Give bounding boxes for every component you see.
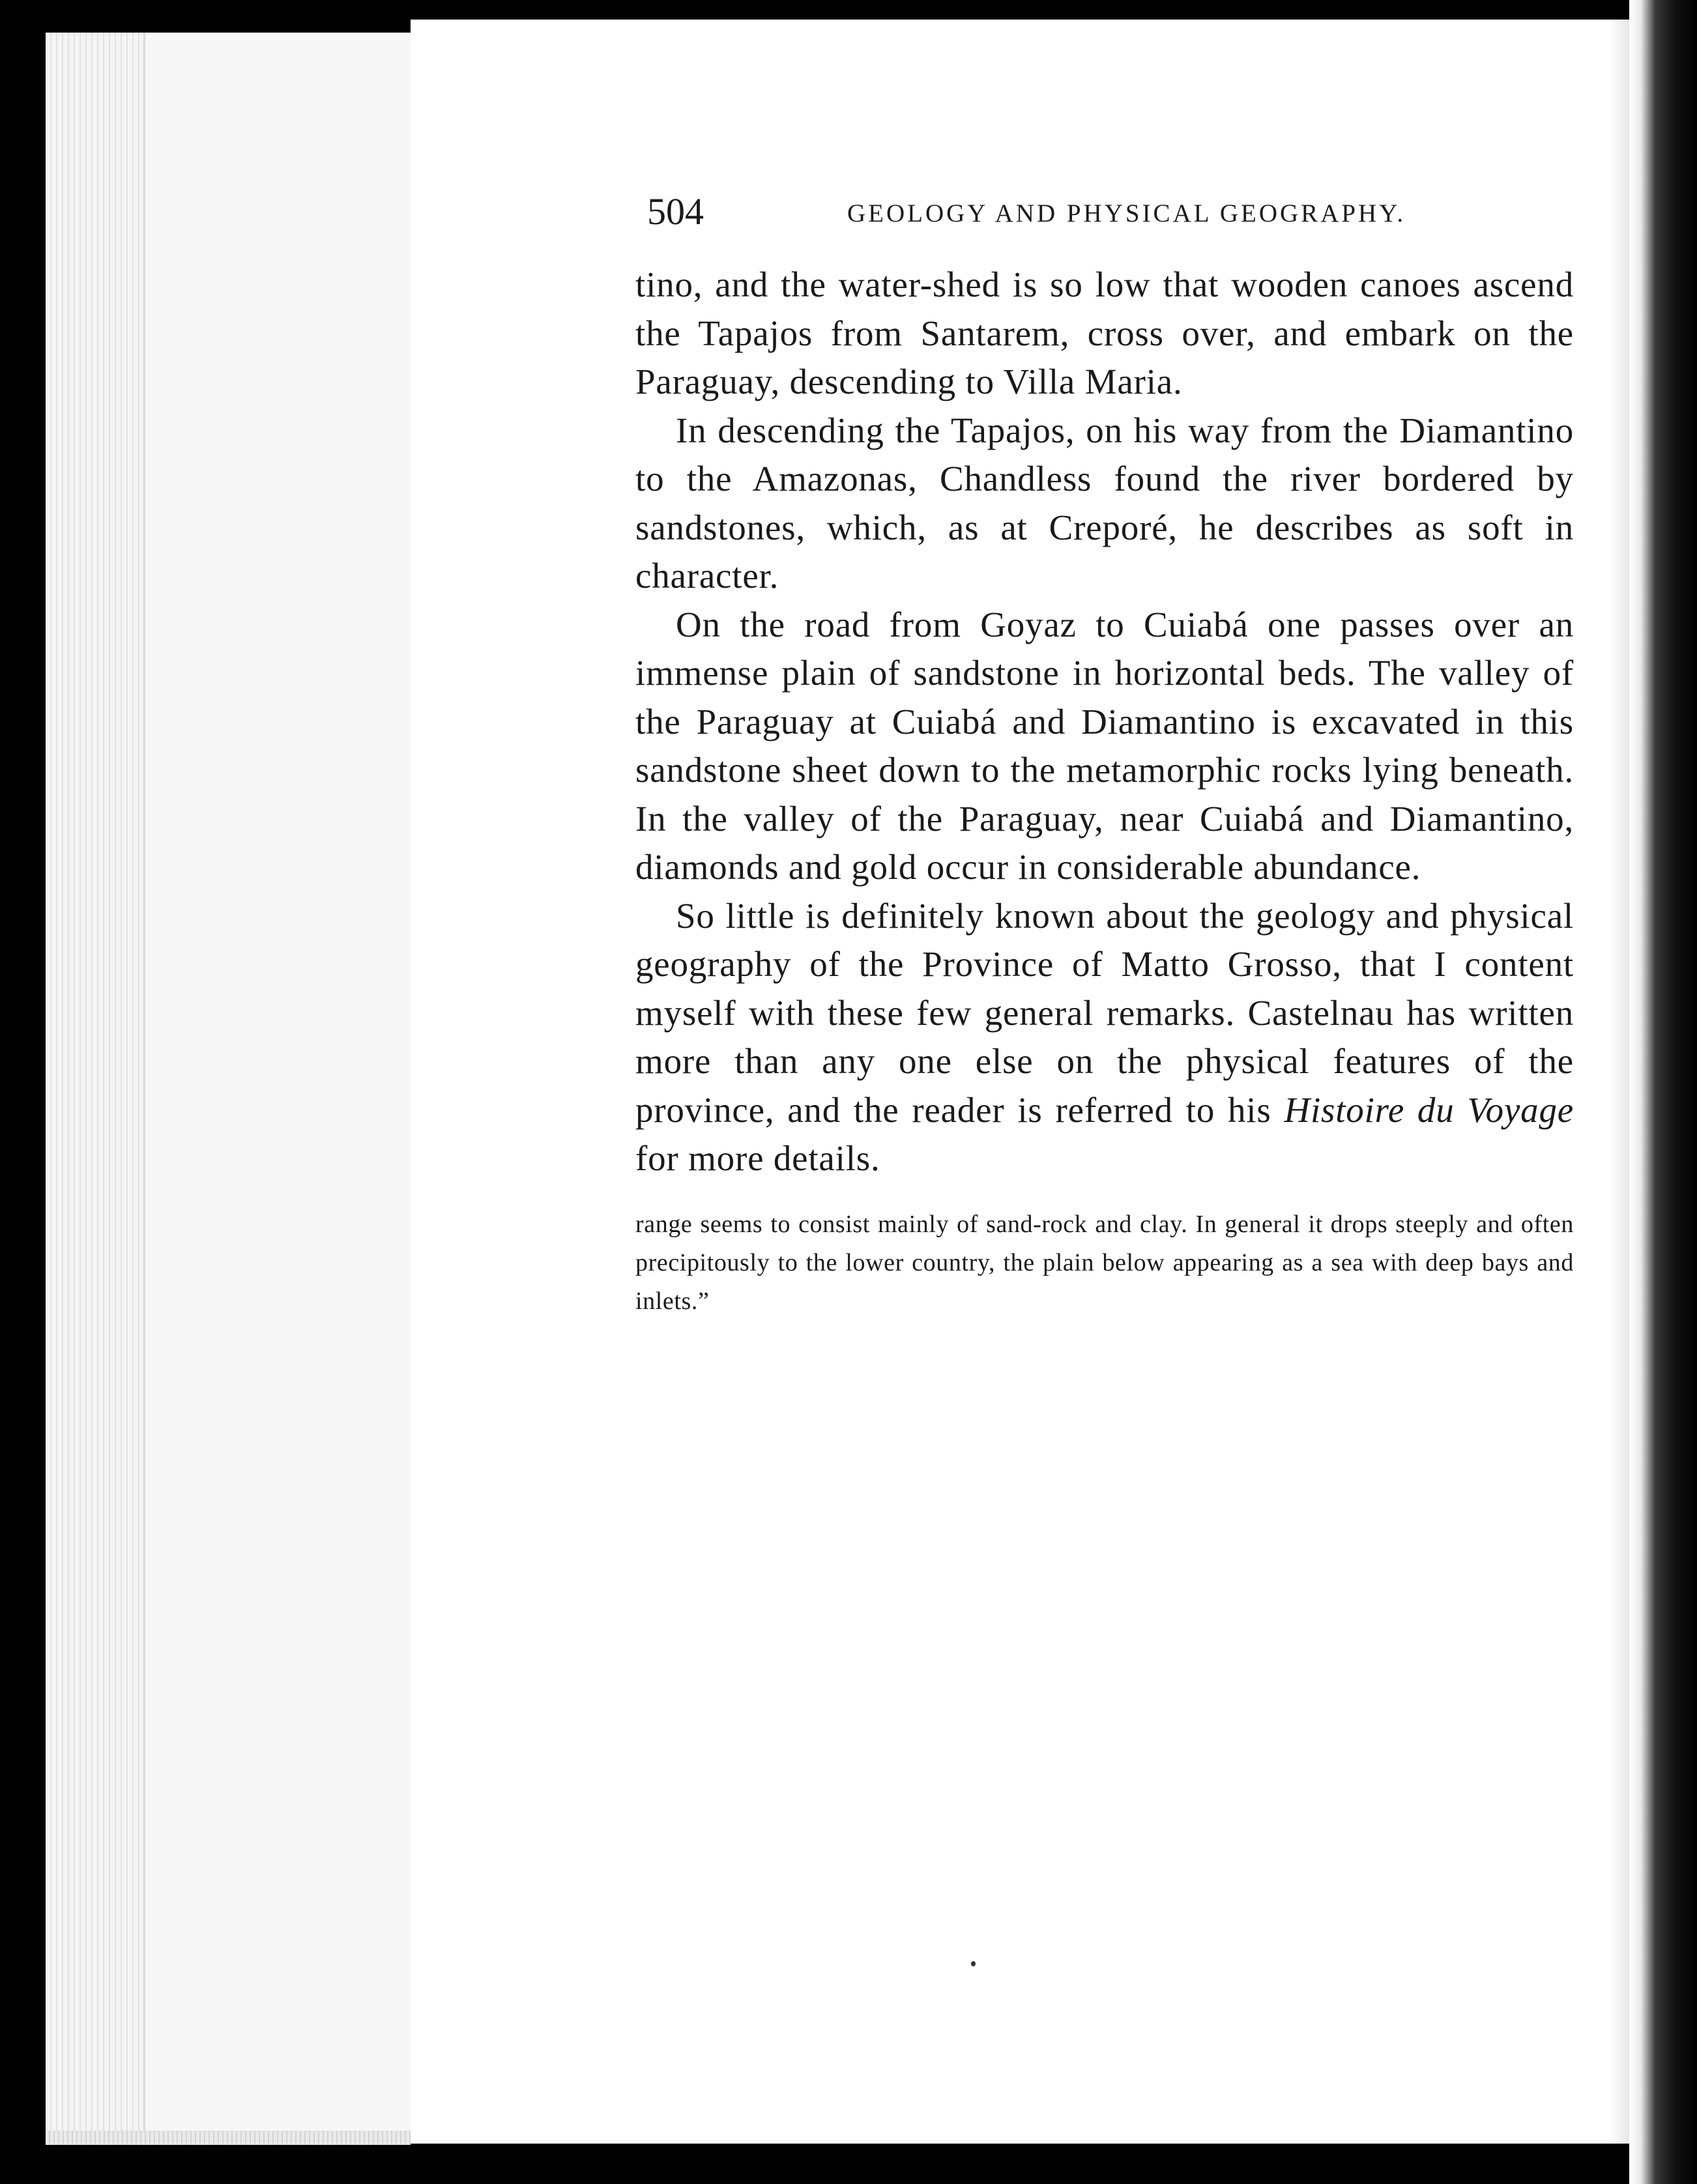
paragraph-3: On the road from Goyaz to Cuiabá one passes over an immense plain of sandstone in horizontal beds. The valley of the Paraguay at Cuiabá and Diamantino is excavated in this sandstone sheet down to the metamorphic rocks lying beneath. In the valley of the Paraguay, near Cuiabá and Diamantino, diamonds and gold occur in considerable abundance. [635,604,1574,887]
page-stack-edges [46,33,411,2144]
paragraph-4-text: So little is definitely known about the geology and physical geography of the Province of Matto Grosso, that I content myself with these few general remarks. Castelnau has written more than any one else on the physical features of the province, and the reader is referred to his [635,895,1574,1130]
paragraph-1: tino, and the water-shed is so low that wooden canoes ascend the Tapajos from Santarem, cross over, and embark on the Paraguay, descending to Villa Maria. [635,265,1574,401]
text-block [635,189,1574,1345]
footnote: range seems to consist mainly of sand-rock and clay. In general it drops steeply and often precipitously to the lower country, the plain below appearing as a sea with deep bays and inlets.” [635,1210,1574,1315]
ink-speck [971,1961,976,1966]
page-number: 504 [647,190,704,233]
book-title-italic: Histoire du Voyage [1284,1089,1574,1130]
page-stack-inner [143,33,413,2144]
page-stack-bottom [46,2131,411,2145]
running-head [635,189,1574,235]
paragraph-4 [635,892,1574,1183]
paragraph-2: In descending the Tapajos, on his way from the Diamantino to the Amazonas, Chandless found the river bordered by sandstones, which, as at Creporé, he describes as soft in character. [635,410,1574,596]
book-binding [1629,0,1697,2184]
paragraph-4-end: for more details. [635,1138,880,1178]
running-title: GEOLOGY AND PHYSICAL GEOGRAPHY. [847,199,1406,227]
